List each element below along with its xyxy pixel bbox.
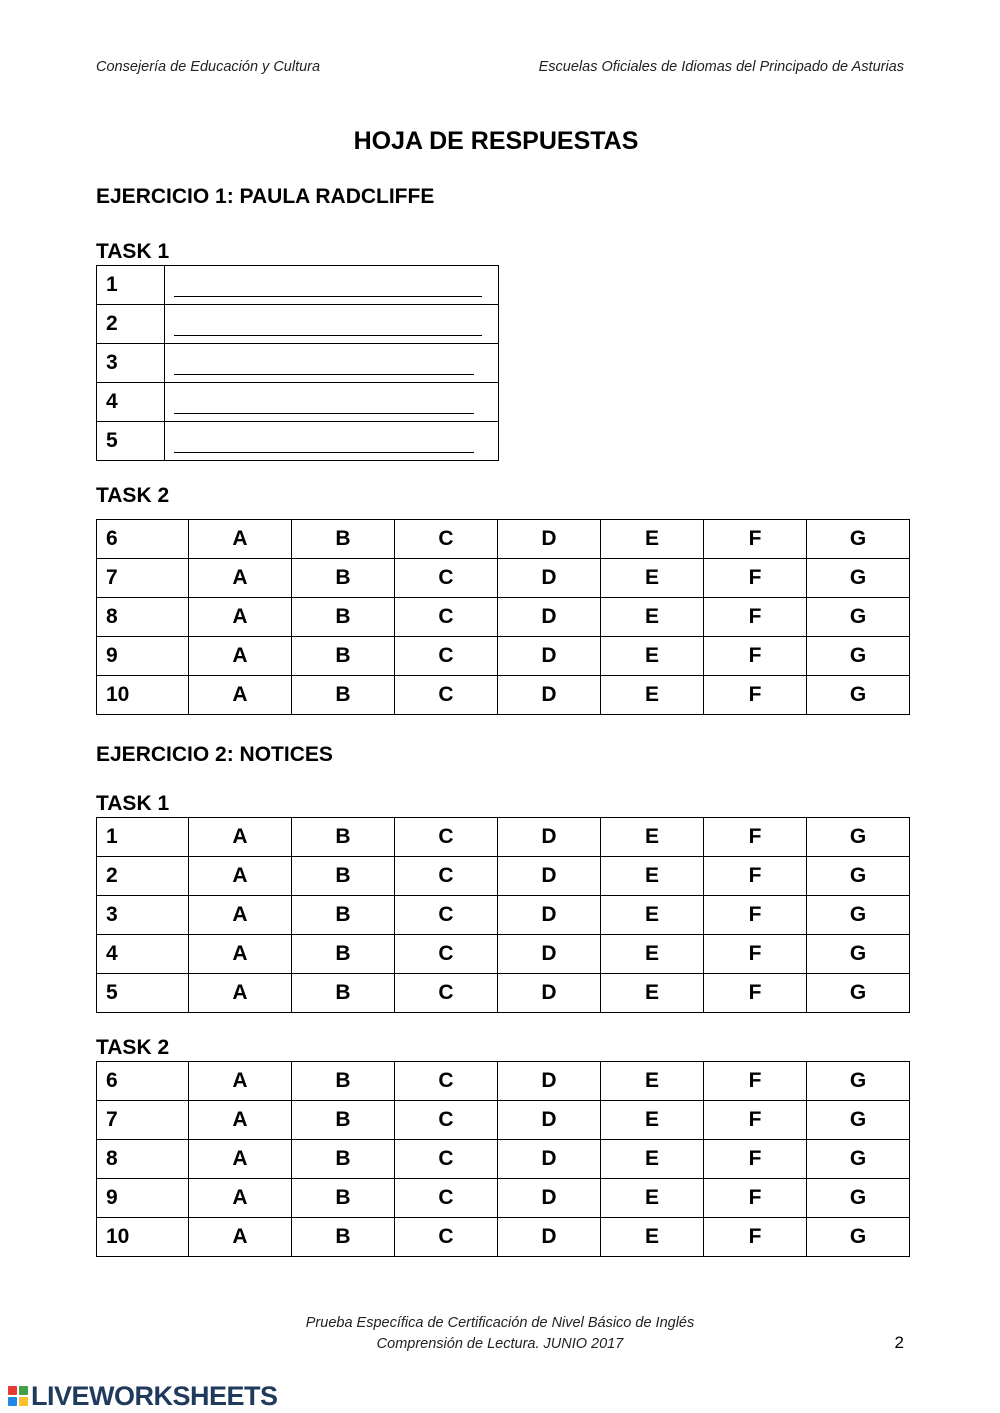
- option-g[interactable]: G: [807, 1140, 910, 1179]
- table-row: [97, 1062, 910, 1101]
- option-g[interactable]: G: [807, 598, 910, 637]
- option-e[interactable]: E: [601, 1101, 704, 1140]
- option-e[interactable]: E: [601, 598, 704, 637]
- option-a[interactable]: A: [189, 598, 292, 637]
- option-a[interactable]: A: [189, 896, 292, 935]
- option-c[interactable]: C: [395, 896, 498, 935]
- table-row: [97, 520, 910, 559]
- header-left: Consejería de Educación y Cultura: [96, 59, 321, 75]
- option-f[interactable]: F: [704, 896, 807, 935]
- option-d[interactable]: D: [498, 598, 601, 637]
- option-a[interactable]: A: [189, 676, 292, 715]
- option-a[interactable]: A: [189, 1179, 292, 1218]
- option-f[interactable]: F: [704, 974, 807, 1013]
- option-g[interactable]: G: [807, 637, 910, 676]
- option-c[interactable]: C: [395, 818, 498, 857]
- option-a[interactable]: A: [189, 1101, 292, 1140]
- option-a[interactable]: A: [189, 974, 292, 1013]
- option-g[interactable]: G: [807, 1218, 910, 1257]
- item-number: 8: [97, 1140, 189, 1179]
- option-f[interactable]: F: [704, 676, 807, 715]
- option-b[interactable]: B: [292, 676, 395, 715]
- item-number: 3: [97, 896, 189, 935]
- option-f[interactable]: F: [704, 598, 807, 637]
- option-b[interactable]: B: [292, 974, 395, 1013]
- item-number: 2: [97, 857, 189, 896]
- option-a[interactable]: A: [189, 818, 292, 857]
- table-row: [97, 559, 910, 598]
- answer-blank[interactable]: [165, 266, 499, 305]
- option-a[interactable]: A: [189, 637, 292, 676]
- answer-blank[interactable]: [165, 383, 499, 422]
- option-g[interactable]: G: [807, 935, 910, 974]
- table-row: [97, 1140, 910, 1179]
- table-row: [97, 383, 499, 422]
- option-d[interactable]: D: [498, 935, 601, 974]
- item-number: 5: [97, 974, 189, 1013]
- option-d[interactable]: D: [498, 520, 601, 559]
- exercise-2-heading: EJERCICIO 2: NOTICES: [96, 743, 333, 766]
- option-f[interactable]: F: [704, 818, 807, 857]
- item-number: 10: [97, 676, 189, 715]
- item-number: 5: [97, 422, 165, 461]
- table-row: [97, 896, 910, 935]
- option-c[interactable]: C: [395, 637, 498, 676]
- option-f[interactable]: F: [704, 520, 807, 559]
- exercise-1-task-1-table: [96, 265, 499, 461]
- item-number: 9: [97, 637, 189, 676]
- answer-blank[interactable]: [165, 344, 499, 383]
- item-number: 2: [97, 305, 165, 344]
- exercise-2-task-2-label: TASK 2: [96, 1036, 170, 1059]
- header-right: Escuelas Oficiales de Idiomas del Principado de Asturias: [538, 59, 904, 75]
- table-row: [97, 1179, 910, 1218]
- option-b[interactable]: B: [292, 637, 395, 676]
- option-f[interactable]: F: [704, 1218, 807, 1257]
- page-number: 2: [894, 1333, 904, 1352]
- table-row: [97, 344, 499, 383]
- option-g[interactable]: G: [807, 1062, 910, 1101]
- option-g[interactable]: G: [807, 520, 910, 559]
- option-e[interactable]: E: [601, 1140, 704, 1179]
- option-e[interactable]: E: [601, 520, 704, 559]
- option-d[interactable]: D: [498, 637, 601, 676]
- option-a[interactable]: A: [189, 857, 292, 896]
- option-e[interactable]: E: [601, 1179, 704, 1218]
- option-c[interactable]: C: [395, 1140, 498, 1179]
- exercise-2-task-1-table: [96, 817, 910, 1013]
- option-c[interactable]: C: [395, 559, 498, 598]
- option-b[interactable]: B: [292, 520, 395, 559]
- option-g[interactable]: G: [807, 676, 910, 715]
- option-d[interactable]: D: [498, 1218, 601, 1257]
- option-b[interactable]: B: [292, 559, 395, 598]
- exercise-2-task-2-table: [96, 1061, 910, 1257]
- option-g[interactable]: G: [807, 818, 910, 857]
- option-d[interactable]: D: [498, 676, 601, 715]
- option-e[interactable]: E: [601, 896, 704, 935]
- option-c[interactable]: C: [395, 1218, 498, 1257]
- option-b[interactable]: B: [292, 1062, 395, 1101]
- option-f[interactable]: F: [704, 857, 807, 896]
- option-f[interactable]: F: [704, 1101, 807, 1140]
- option-b[interactable]: B: [292, 935, 395, 974]
- item-number: 7: [97, 559, 189, 598]
- item-number: 1: [97, 818, 189, 857]
- option-e[interactable]: E: [601, 676, 704, 715]
- item-number: 6: [97, 520, 189, 559]
- table-row: [97, 676, 910, 715]
- option-b[interactable]: B: [292, 857, 395, 896]
- exercise-1-task-2-table: [96, 519, 910, 715]
- exercise-2-task-1-label: TASK 1: [96, 792, 170, 815]
- option-a[interactable]: A: [189, 1140, 292, 1179]
- option-d[interactable]: D: [498, 1140, 601, 1179]
- option-c[interactable]: C: [395, 598, 498, 637]
- table-row: [97, 266, 499, 305]
- option-e[interactable]: E: [601, 637, 704, 676]
- option-c[interactable]: C: [395, 857, 498, 896]
- answer-blank[interactable]: [165, 305, 499, 344]
- table-row: [97, 857, 910, 896]
- item-number: 10: [97, 1218, 189, 1257]
- option-b[interactable]: B: [292, 818, 395, 857]
- option-c[interactable]: C: [395, 935, 498, 974]
- option-f[interactable]: F: [704, 559, 807, 598]
- table-row: [97, 974, 910, 1013]
- option-f[interactable]: F: [704, 1140, 807, 1179]
- item-number: 7: [97, 1101, 189, 1140]
- item-number: 6: [97, 1062, 189, 1101]
- option-c[interactable]: C: [395, 974, 498, 1013]
- option-g[interactable]: G: [807, 857, 910, 896]
- item-number: 9: [97, 1179, 189, 1218]
- option-c[interactable]: C: [395, 1101, 498, 1140]
- option-f[interactable]: F: [704, 637, 807, 676]
- exercise-1-task-1-label: TASK 1: [96, 240, 170, 263]
- page-title: HOJA DE RESPUESTAS: [353, 127, 639, 155]
- option-f[interactable]: F: [704, 935, 807, 974]
- option-d[interactable]: D: [498, 896, 601, 935]
- option-b[interactable]: B: [292, 598, 395, 637]
- item-number: 4: [97, 383, 165, 422]
- item-number: 8: [97, 598, 189, 637]
- logo-text: LIVEWORKSHEETS: [31, 1380, 278, 1411]
- table-row: [97, 818, 910, 857]
- option-e[interactable]: E: [601, 818, 704, 857]
- option-g[interactable]: G: [807, 896, 910, 935]
- footer-line-1: Prueba Específica de Certificación de Nivel Básico de Inglés: [305, 1315, 695, 1331]
- table-row: [97, 935, 910, 974]
- logo-square: [19, 1397, 28, 1406]
- logo-square: [19, 1386, 28, 1395]
- liveworksheets-logo[interactable]: [8, 1380, 278, 1412]
- item-number: 3: [97, 344, 165, 383]
- option-c[interactable]: C: [395, 1062, 498, 1101]
- option-c[interactable]: C: [395, 520, 498, 559]
- option-e[interactable]: E: [601, 1062, 704, 1101]
- footer-line-2: Comprensión de Lectura. JUNIO 2017: [376, 1336, 624, 1352]
- option-f[interactable]: F: [704, 1179, 807, 1218]
- option-e[interactable]: E: [601, 857, 704, 896]
- option-c[interactable]: C: [395, 1179, 498, 1218]
- table-row: [97, 305, 499, 344]
- answer-blank[interactable]: [165, 422, 499, 461]
- option-b[interactable]: B: [292, 896, 395, 935]
- exercise-1-heading: EJERCICIO 1: PAULA RADCLIFFE: [96, 185, 435, 208]
- table-row: [97, 1101, 910, 1140]
- option-g[interactable]: G: [807, 559, 910, 598]
- logo-square: [8, 1397, 17, 1406]
- option-d[interactable]: D: [498, 1179, 601, 1218]
- logo-square: [8, 1386, 17, 1395]
- option-a[interactable]: A: [189, 935, 292, 974]
- option-g[interactable]: G: [807, 1101, 910, 1140]
- option-a[interactable]: A: [189, 1218, 292, 1257]
- option-d[interactable]: D: [498, 1062, 601, 1101]
- option-g[interactable]: G: [807, 1179, 910, 1218]
- option-c[interactable]: C: [395, 676, 498, 715]
- option-d[interactable]: D: [498, 1101, 601, 1140]
- exercise-1-task-2-label: TASK 2: [96, 484, 170, 507]
- option-d[interactable]: D: [498, 857, 601, 896]
- option-d[interactable]: D: [498, 818, 601, 857]
- option-e[interactable]: E: [601, 559, 704, 598]
- option-a[interactable]: A: [189, 1062, 292, 1101]
- option-d[interactable]: D: [498, 974, 601, 1013]
- option-e[interactable]: E: [601, 935, 704, 974]
- option-b[interactable]: B: [292, 1179, 395, 1218]
- option-b[interactable]: B: [292, 1140, 395, 1179]
- table-row: [97, 422, 499, 461]
- logo-mark-icon: [8, 1386, 28, 1406]
- option-g[interactable]: G: [807, 974, 910, 1013]
- option-d[interactable]: D: [498, 559, 601, 598]
- option-e[interactable]: E: [601, 1218, 704, 1257]
- item-number: 4: [97, 935, 189, 974]
- table-row: [97, 637, 910, 676]
- option-a[interactable]: A: [189, 559, 292, 598]
- option-f[interactable]: F: [704, 1062, 807, 1101]
- option-b[interactable]: B: [292, 1101, 395, 1140]
- table-row: [97, 598, 910, 637]
- option-e[interactable]: E: [601, 974, 704, 1013]
- table-row: [97, 1218, 910, 1257]
- option-b[interactable]: B: [292, 1218, 395, 1257]
- option-a[interactable]: A: [189, 520, 292, 559]
- item-number: 1: [97, 266, 165, 305]
